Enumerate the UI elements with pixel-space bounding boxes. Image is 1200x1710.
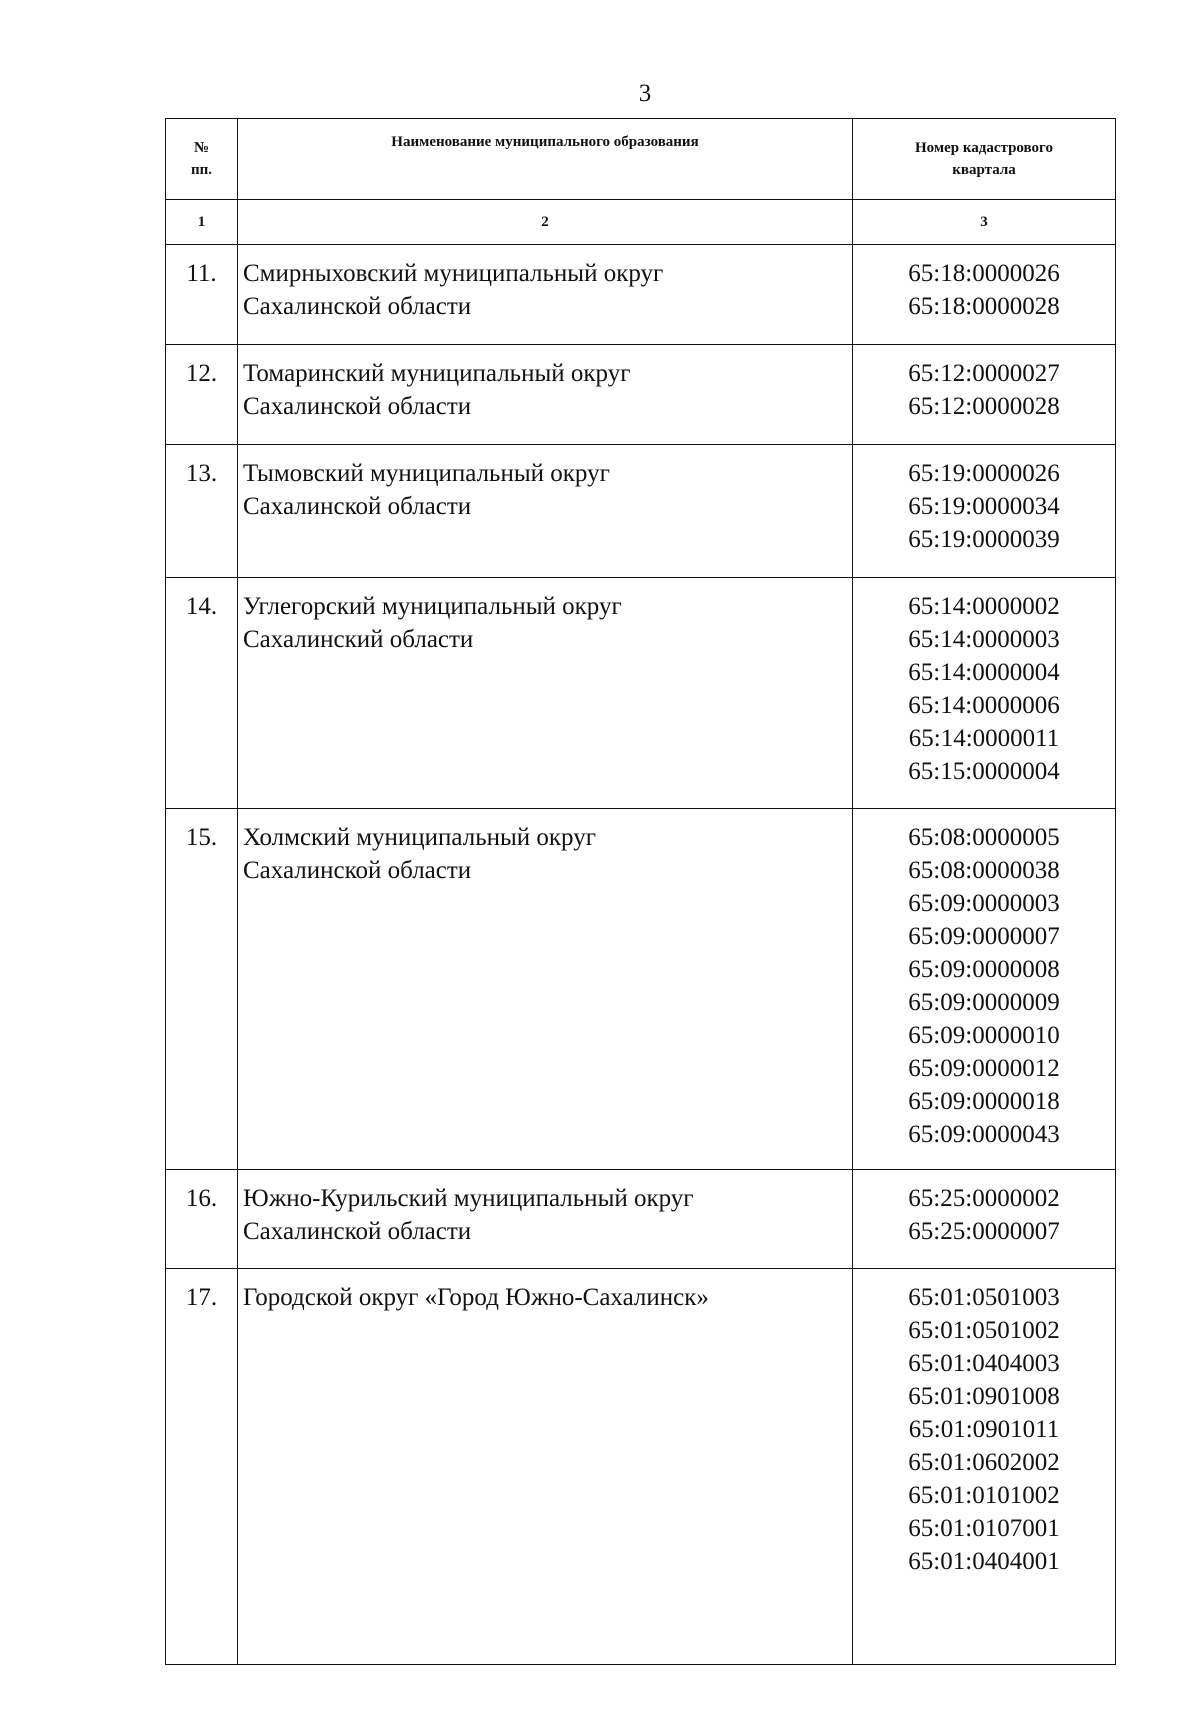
cadastral-number: 65:09:0000018: [908, 1088, 1060, 1115]
table-row: [166, 1170, 1116, 1269]
cadastral-numbers: [853, 1269, 1116, 1665]
column-number: 3: [853, 200, 1116, 245]
cadastral-number: 65:18:0000028: [908, 293, 1060, 320]
column-number: 1: [166, 200, 238, 245]
table-row: [166, 245, 1116, 345]
municipality-name: [238, 578, 853, 809]
cadastral-number: 65:01:0501002: [908, 1317, 1060, 1344]
header-cadastral: [853, 119, 1116, 200]
cadastral-number: 65:25:0000002: [908, 1185, 1060, 1212]
cadastral-numbers: [853, 1170, 1116, 1269]
municipality-name-line: Смирныховский муниципальный округ: [243, 260, 664, 287]
column-number-row: [166, 200, 1116, 245]
cadastral-number: 65:19:0000039: [908, 526, 1060, 553]
municipality-name-line: Углегорский муниципальный округ: [243, 593, 622, 620]
header-num-line2: пп.: [190, 162, 213, 178]
cadastral-number: 65:01:0404003: [908, 1350, 1060, 1377]
cadastral-number: 65:09:0000008: [908, 956, 1060, 983]
cadastral-numbers: [853, 445, 1116, 578]
cadastral-number: 65:12:0000028: [908, 393, 1060, 420]
row-number: 13.: [166, 445, 238, 578]
municipality-name-line: Сахалинской области: [243, 293, 472, 320]
municipality-name: [238, 1269, 853, 1665]
table-row: [166, 345, 1116, 445]
row-number: 17.: [166, 1269, 238, 1665]
row-number: 11.: [166, 245, 238, 345]
municipality-name: [238, 445, 853, 578]
cadastral-number: 65:01:0901011: [908, 1416, 1060, 1443]
municipality-name-line: Сахалинский области: [243, 626, 474, 653]
municipality-name: [238, 809, 853, 1170]
cadastral-number: 65:09:0000043: [908, 1121, 1060, 1148]
cadastral-number: 65:09:0000012: [908, 1055, 1060, 1082]
municipality-name: [238, 1170, 853, 1269]
row-number: 14.: [166, 578, 238, 809]
municipality-name-line: Сахалинской области: [243, 1218, 472, 1245]
cadastral-number: 65:14:0000011: [908, 725, 1060, 752]
header-cadastral-line1: Номер кадастрового: [915, 140, 1053, 156]
municipality-name-line: Городской округ «Город Южно-Сахалинск»: [243, 1284, 709, 1311]
cadastral-number: 65:25:0000007: [908, 1218, 1060, 1245]
cadastral-numbers: [853, 578, 1116, 809]
column-number: 2: [238, 200, 853, 245]
municipality-name: [238, 245, 853, 345]
municipality-name-line: Холмский муниципальный округ: [243, 824, 596, 851]
cadastral-number: 65:19:0000026: [908, 460, 1060, 487]
municipality-name-line: Сахалинской области: [243, 857, 472, 884]
municipality-name-line: Томаринский муниципальный округ: [243, 360, 631, 387]
row-number: 12.: [166, 345, 238, 445]
header-num-line1: №: [193, 140, 210, 156]
cadastral-number: 65:09:0000003: [908, 890, 1060, 917]
cadastral-number: 65:01:0404001: [908, 1548, 1060, 1575]
table-row: [166, 1269, 1116, 1665]
municipality-name-line: Южно-Курильский муниципальный округ: [243, 1185, 694, 1212]
cadastral-numbers: [853, 809, 1116, 1170]
cadastral-number: 65:12:0000027: [908, 360, 1060, 387]
cadastral-numbers: [853, 345, 1116, 445]
municipality-name-line: Тымовский муниципальный округ: [243, 460, 610, 487]
municipality-name-line: Сахалинской области: [243, 493, 472, 520]
cadastral-number: 65:14:0000006: [908, 692, 1060, 719]
cadastral-number: 65:18:0000026: [908, 260, 1060, 287]
cadastral-number: 65:09:0000007: [908, 923, 1060, 950]
cadastral-table: [165, 118, 1116, 1665]
municipality-name-line: Сахалинской области: [243, 393, 472, 420]
row-number: 16.: [166, 1170, 238, 1269]
cadastral-number: 65:14:0000004: [908, 659, 1060, 686]
cadastral-number: 65:01:0901008: [908, 1383, 1060, 1410]
page-number: 3: [638, 80, 652, 107]
cadastral-number: 65:01:0107001: [908, 1515, 1060, 1542]
header-name: Наименование муниципального образования: [238, 119, 853, 200]
cadastral-number: 65:08:0000005: [908, 824, 1060, 851]
cadastral-number: 65:19:0000034: [908, 493, 1060, 520]
table-row: [166, 809, 1116, 1170]
table-header-row: [166, 119, 1116, 200]
cadastral-numbers: [853, 245, 1116, 345]
cadastral-number: 65:09:0000009: [908, 989, 1060, 1016]
cadastral-number: 65:01:0602002: [908, 1449, 1060, 1476]
table-row: [166, 445, 1116, 578]
header-num: [166, 119, 238, 200]
cadastral-number: 65:14:0000002: [908, 593, 1060, 620]
cadastral-number: 65:15:0000004: [908, 758, 1060, 785]
header-cadastral-line2: квартала: [952, 162, 1016, 178]
table-row: [166, 578, 1116, 809]
cadastral-number: 65:01:0101002: [908, 1482, 1060, 1509]
cadastral-number: 65:14:0000003: [908, 626, 1060, 653]
row-number: 15.: [166, 809, 238, 1170]
municipality-name: [238, 345, 853, 445]
cadastral-number: 65:08:0000038: [908, 857, 1060, 884]
cadastral-number: 65:01:0501003: [908, 1284, 1060, 1311]
cadastral-number: 65:09:0000010: [908, 1022, 1060, 1049]
